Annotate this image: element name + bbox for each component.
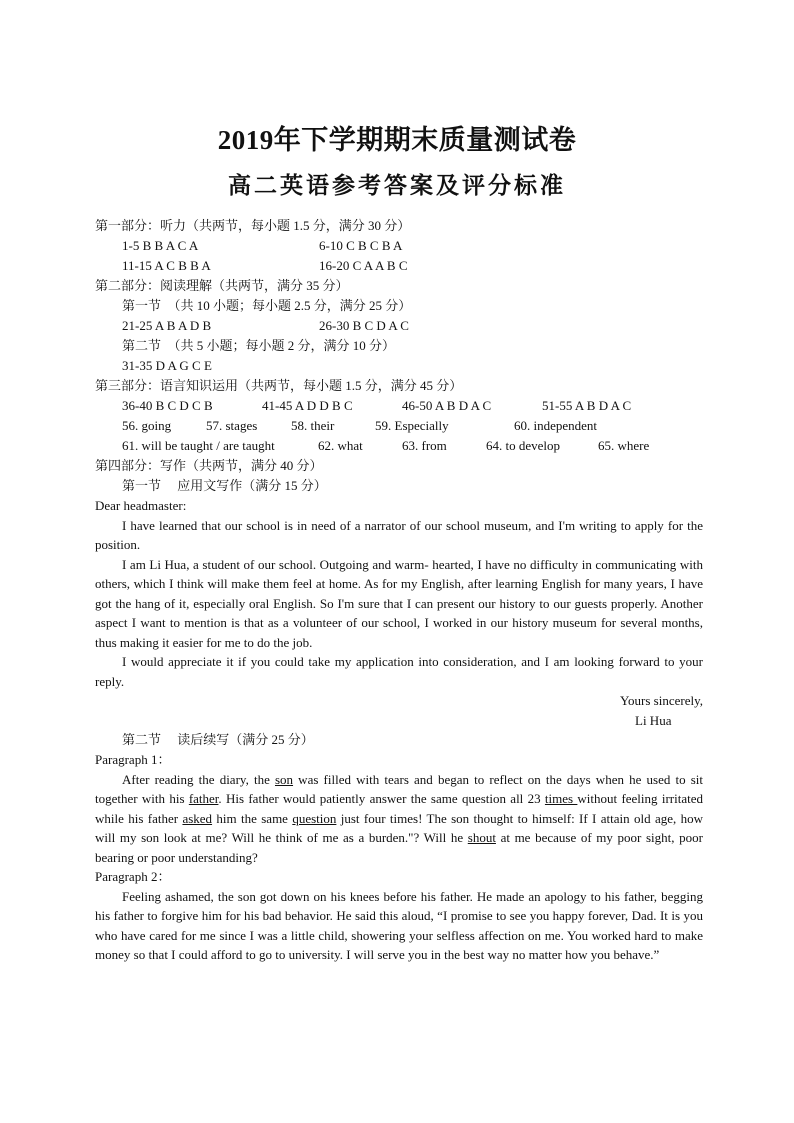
text-run: him the same	[212, 810, 293, 826]
text-run: without feeling irritated while his father	[95, 791, 703, 826]
part2-section2-heading: 第二节 （共 5 小题；每小题 2 分，满分 10 分）	[122, 338, 396, 353]
answer-41-45: 41-45 A D D B C	[262, 398, 353, 413]
answer-21-25: 21-25 A B A D B	[122, 318, 212, 333]
page-subtitle: 高二英语参考答案及评分标准	[228, 173, 566, 199]
part1-answer-row	[95, 256, 703, 276]
underlined-word: son	[274, 771, 294, 787]
letter-closing: Yours sincerely,	[619, 693, 703, 708]
answer-60: 60. independent	[514, 418, 598, 433]
answer-63: 63. from	[402, 438, 447, 453]
answer-36-40: 36-40 B C D C B	[122, 398, 213, 413]
answer-56: 56. going	[122, 418, 172, 433]
answer-16-20: 16-20 C A A B C	[319, 258, 408, 273]
letter-paragraph-3: I would appreciate it if you could take my application into consideration, and I am looking forward to your reply.	[95, 654, 703, 689]
answer-31-35: 31-35 D A G C E	[122, 358, 212, 373]
answer-26-30: 26-30 B C D A C	[319, 318, 409, 333]
part4-section1-heading: 第一节 应用文写作（满分 15 分）	[122, 478, 327, 493]
part3-answer-row	[95, 436, 703, 456]
underlined-word: asked	[182, 810, 213, 826]
answer-content	[95, 216, 703, 965]
letter-greeting: Dear headmaster:	[95, 498, 187, 513]
answer-46-50: 46-50 A B D A C	[402, 398, 492, 413]
part1-answer-row	[95, 236, 703, 256]
part1-heading: 第一部分：听力（共两节，每小题 1.5 分，满分 30 分）	[95, 218, 411, 233]
underlined-word: father	[188, 791, 219, 806]
text-run: . His father would patiently answer the same question all 23	[218, 791, 545, 806]
answer-59: 59. Especially	[375, 418, 449, 433]
text-run: After reading the diary, the	[122, 771, 275, 787]
part2-answer-row	[95, 316, 703, 336]
answer-65: 65. where	[598, 438, 650, 453]
continuation-paragraph-2: Feeling ashamed, the son got down on his knees before his father. He made an apology to his father, begging his father to forgive him for his bad behavior. He said this aloud, “I promise to see you happy forever, Dad. It is you who have cared for me since I was a little child, showering your selfless affection on me. You worked hard to make money so that I could afford to go to university. I will serve you in the best way no matter how you behave.”	[95, 888, 703, 962]
paragraph-2-label: Paragraph 2：	[95, 869, 171, 884]
answer-51-55: 51-55 A B D A C	[542, 398, 632, 413]
letter-paragraph-1: I have learned that our school is in need of a narrator of our school museum, and I'm writing to apply for the position.	[95, 517, 703, 552]
letter-paragraph-2: I am Li Hua, a student of our school. Outgoing and warm- hearted, I have no difficulty in communicating with others, which I think will make them feel at home. As for my English, after learning English for many years, I have got the hang of it, especially oral English. So I'm sure that I can present our history to our guests properly. Another aspect I want to mention is that as a volunteer of our school, I worked in our history museum for several months, thus making it easier for me to do the job.	[95, 556, 703, 650]
part3-heading: 第三部分：语言知识运用（共两节，每小题 1.5 分，满分 45 分）	[95, 378, 463, 393]
letter-signature: Li Hua	[635, 712, 672, 728]
part3-answer-row	[95, 416, 703, 436]
part4-section2-heading: 第二节 读后续写（满分 25 分）	[122, 732, 314, 747]
answer-58: 58. their	[291, 418, 335, 433]
answer-61: 61. will be taught / are taught	[122, 438, 275, 453]
underlined-word: shout	[467, 830, 496, 845]
continuation-paragraph-1	[95, 770, 703, 868]
underlined-word: times	[544, 791, 578, 806]
text-run: was filled with tears and began to reflect on the days when he used to sit together with his	[95, 771, 704, 806]
answer-57: 57. stages	[206, 418, 258, 433]
answer-64: 64. to develop	[486, 438, 561, 453]
paragraph-1-label: Paragraph 1：	[95, 752, 171, 767]
part2-heading: 第二部分：阅读理解（共两节，满分 35 分）	[95, 278, 349, 293]
page-title: 2019年下学期期末质量测试卷	[217, 125, 577, 155]
answer-1-5: 1-5 B B A C A	[122, 238, 199, 253]
answer-11-15: 11-15 A C B B A	[122, 258, 211, 273]
part2-section1-heading: 第一节 （共 10 小题；每小题 2.5 分，满分 25 分）	[122, 298, 412, 313]
underlined-word: question	[292, 810, 337, 826]
text-run: just four times! The son thought to himself: If I attain old age, how will my son look at me? Will he think of me as a burden."? Will he	[95, 810, 703, 845]
answer-62: 62. what	[318, 438, 363, 453]
part2-answer-row	[95, 356, 703, 376]
part3-answer-row	[95, 396, 703, 416]
answer-6-10: 6-10 C B C B A	[319, 238, 403, 253]
part4-heading: 第四部分：写作（共两节，满分 40 分）	[95, 458, 323, 473]
text-run: at me because of my poor sight, poor bearing or poor understanding?	[95, 830, 703, 865]
